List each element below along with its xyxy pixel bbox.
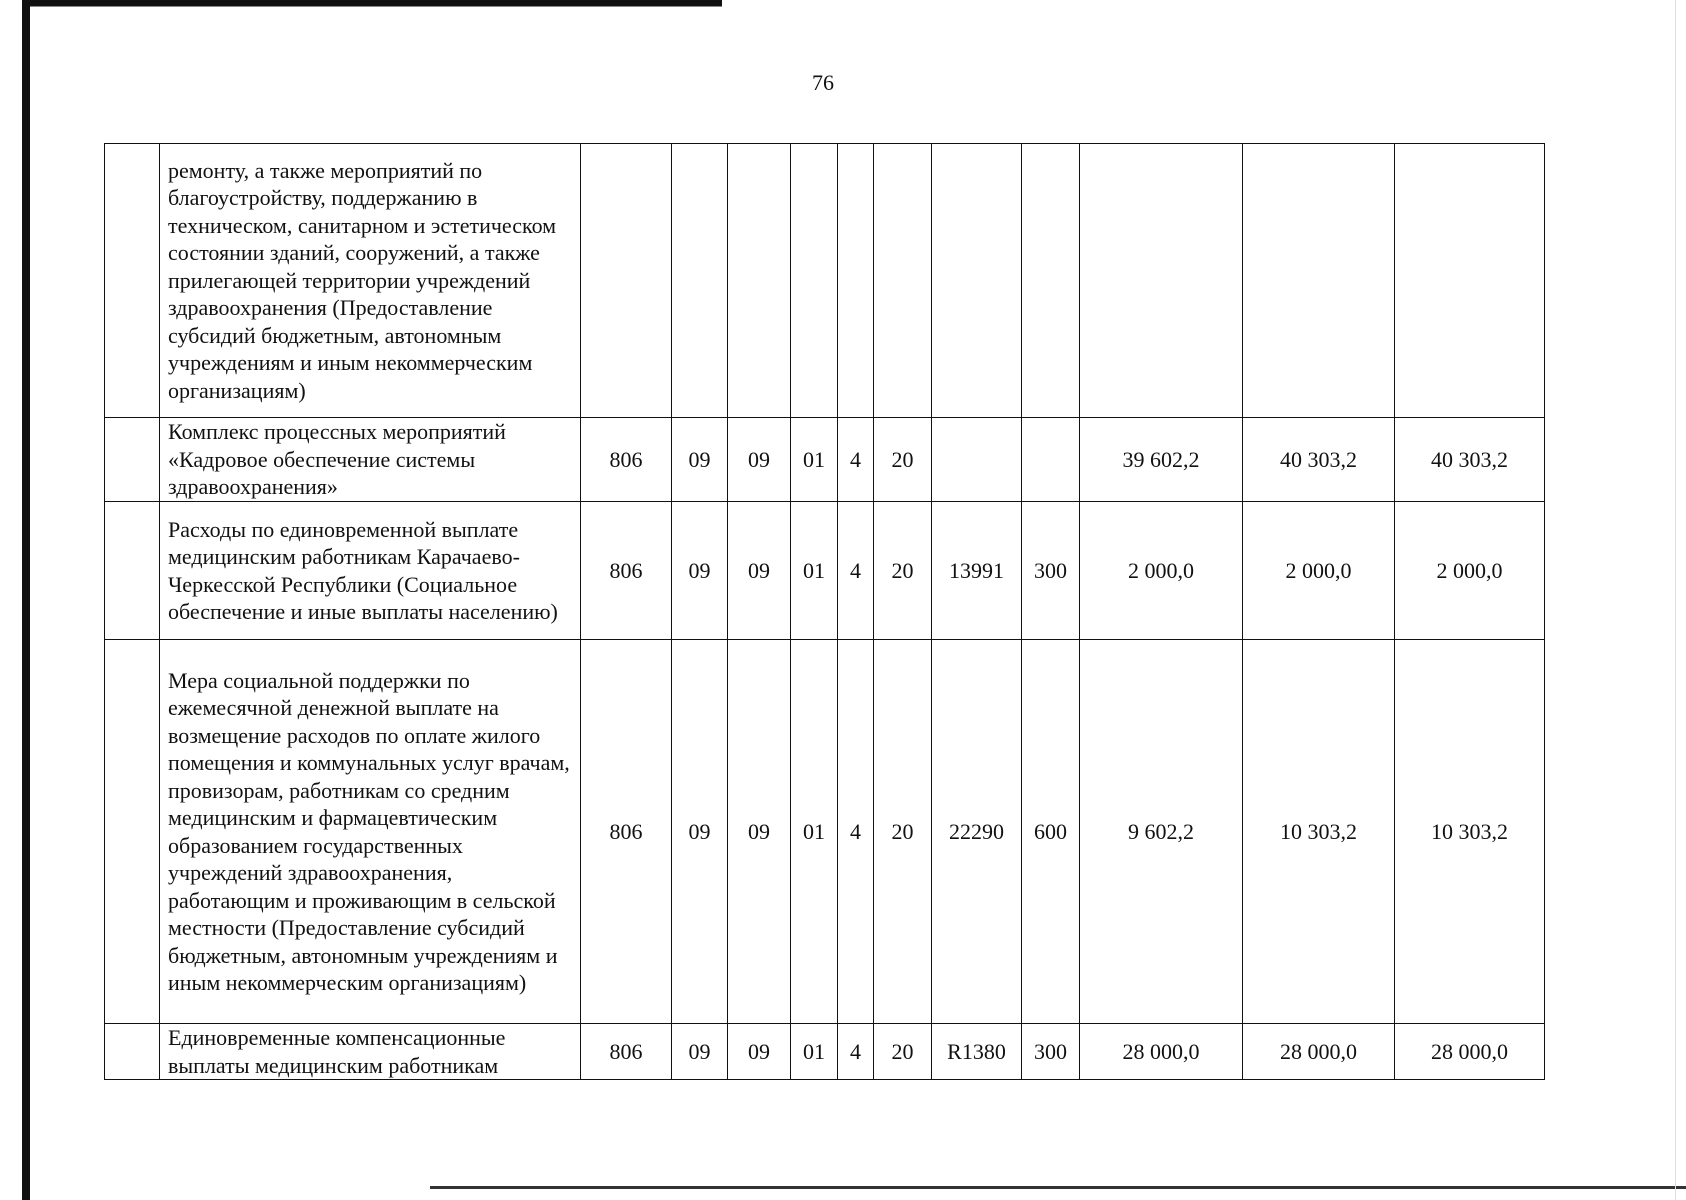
cell-csr-complex (874, 144, 932, 418)
scan-border-right (1675, 0, 1676, 1200)
cell-pr: 09 (728, 502, 791, 640)
cell-csr-type: 4 (838, 1024, 874, 1080)
cell-pr: 09 (728, 1024, 791, 1080)
cell-name: Единовременные компенсационные выплаты медицинским работникам (160, 1024, 581, 1080)
cell-amount-1: 28 000,0 (1080, 1024, 1243, 1080)
cell-csr-direction: 13991 (932, 502, 1022, 640)
table-row (105, 144, 1545, 418)
cell-number (105, 640, 160, 1024)
cell-csr-program: 01 (791, 1024, 838, 1080)
cell-pr: 09 (728, 640, 791, 1024)
cell-vr (1022, 144, 1080, 418)
cell-csr-complex: 20 (874, 1024, 932, 1080)
cell-amount-3 (1395, 144, 1545, 418)
cell-number (105, 1024, 160, 1080)
cell-csr-type: 4 (838, 640, 874, 1024)
cell-amount-2: 28 000,0 (1243, 1024, 1395, 1080)
cell-number (105, 502, 160, 640)
cell-amount-2: 2 000,0 (1243, 502, 1395, 640)
scan-border-bottom (430, 1186, 1686, 1189)
page-number: 76 (812, 70, 834, 95)
cell-name: Расходы по единовременной выплате медицинским работникам Карачаево-Черкесской Республики (Социальное обеспечение и иные выплаты населению) (160, 502, 581, 640)
cell-csr-direction: 22290 (932, 640, 1022, 1024)
cell-csr-complex: 20 (874, 640, 932, 1024)
cell-amount-2: 40 303,2 (1243, 418, 1395, 502)
cell-rz: 09 (672, 1024, 728, 1080)
cell-csr-complex: 20 (874, 418, 932, 502)
cell-ved (581, 144, 672, 418)
cell-ved: 806 (581, 640, 672, 1024)
cell-amount-3: 28 000,0 (1395, 1024, 1545, 1080)
cell-csr-direction: R1380 (932, 1024, 1022, 1080)
cell-number (105, 418, 160, 502)
cell-csr-complex: 20 (874, 502, 932, 640)
cell-csr-direction (932, 418, 1022, 502)
cell-csr-program (791, 144, 838, 418)
cell-amount-1 (1080, 144, 1243, 418)
cell-vr: 300 (1022, 502, 1080, 640)
cell-csr-direction (932, 144, 1022, 418)
cell-csr-type: 4 (838, 502, 874, 640)
scan-border-top-line (22, 6, 722, 7)
cell-rz (672, 144, 728, 418)
cell-name: ремонту, а также мероприятий по благоустройству, поддержанию в техническом, санитарном и эстетическом состоянии зданий, сооружений, а также прилегающей территории учреждений здравоохранения (Предоставление субсидий бюджетным, автономным учреждениям и иным некоммерческим организациям) (160, 144, 581, 418)
cell-vr: 600 (1022, 640, 1080, 1024)
table-row (105, 502, 1545, 640)
cell-vr: 300 (1022, 1024, 1080, 1080)
cell-csr-program: 01 (791, 502, 838, 640)
cell-csr-type (838, 144, 874, 418)
cell-rz: 09 (672, 640, 728, 1024)
cell-name: Мера социальной поддержки по ежемесячной денежной выплате на возмещение расходов по оплате жилого помещения и коммунальных услуг врачам, провизорам, работникам со средним медицинским и фармацевтическим образованием государственных учреждений здравоохранения, работающим и проживающим в сельской местности (Предоставление субсидий бюджетным, автономным учреждениям и иным некоммерческим организациям) (160, 640, 581, 1024)
cell-ved: 806 (581, 1024, 672, 1080)
cell-rz: 09 (672, 502, 728, 640)
cell-rz: 09 (672, 418, 728, 502)
cell-amount-3: 2 000,0 (1395, 502, 1545, 640)
cell-amount-1: 9 602,2 (1080, 640, 1243, 1024)
cell-amount-3: 40 303,2 (1395, 418, 1545, 502)
cell-csr-program: 01 (791, 418, 838, 502)
table-row (105, 1024, 1545, 1080)
cell-amount-2 (1243, 144, 1395, 418)
cell-name: Комплекс процессных мероприятий «Кадровое обеспечение системы здравоохранения» (160, 418, 581, 502)
cell-number (105, 144, 160, 418)
budget-table (104, 143, 1545, 1080)
cell-amount-2: 10 303,2 (1243, 640, 1395, 1024)
cell-amount-1: 39 602,2 (1080, 418, 1243, 502)
table-row (105, 640, 1545, 1024)
scan-border-left (22, 0, 30, 1200)
cell-ved: 806 (581, 418, 672, 502)
cell-pr: 09 (728, 418, 791, 502)
table-row (105, 418, 1545, 502)
cell-amount-3: 10 303,2 (1395, 640, 1545, 1024)
cell-ved: 806 (581, 502, 672, 640)
cell-csr-type: 4 (838, 418, 874, 502)
cell-vr (1022, 418, 1080, 502)
cell-amount-1: 2 000,0 (1080, 502, 1243, 640)
cell-pr (728, 144, 791, 418)
cell-csr-program: 01 (791, 640, 838, 1024)
